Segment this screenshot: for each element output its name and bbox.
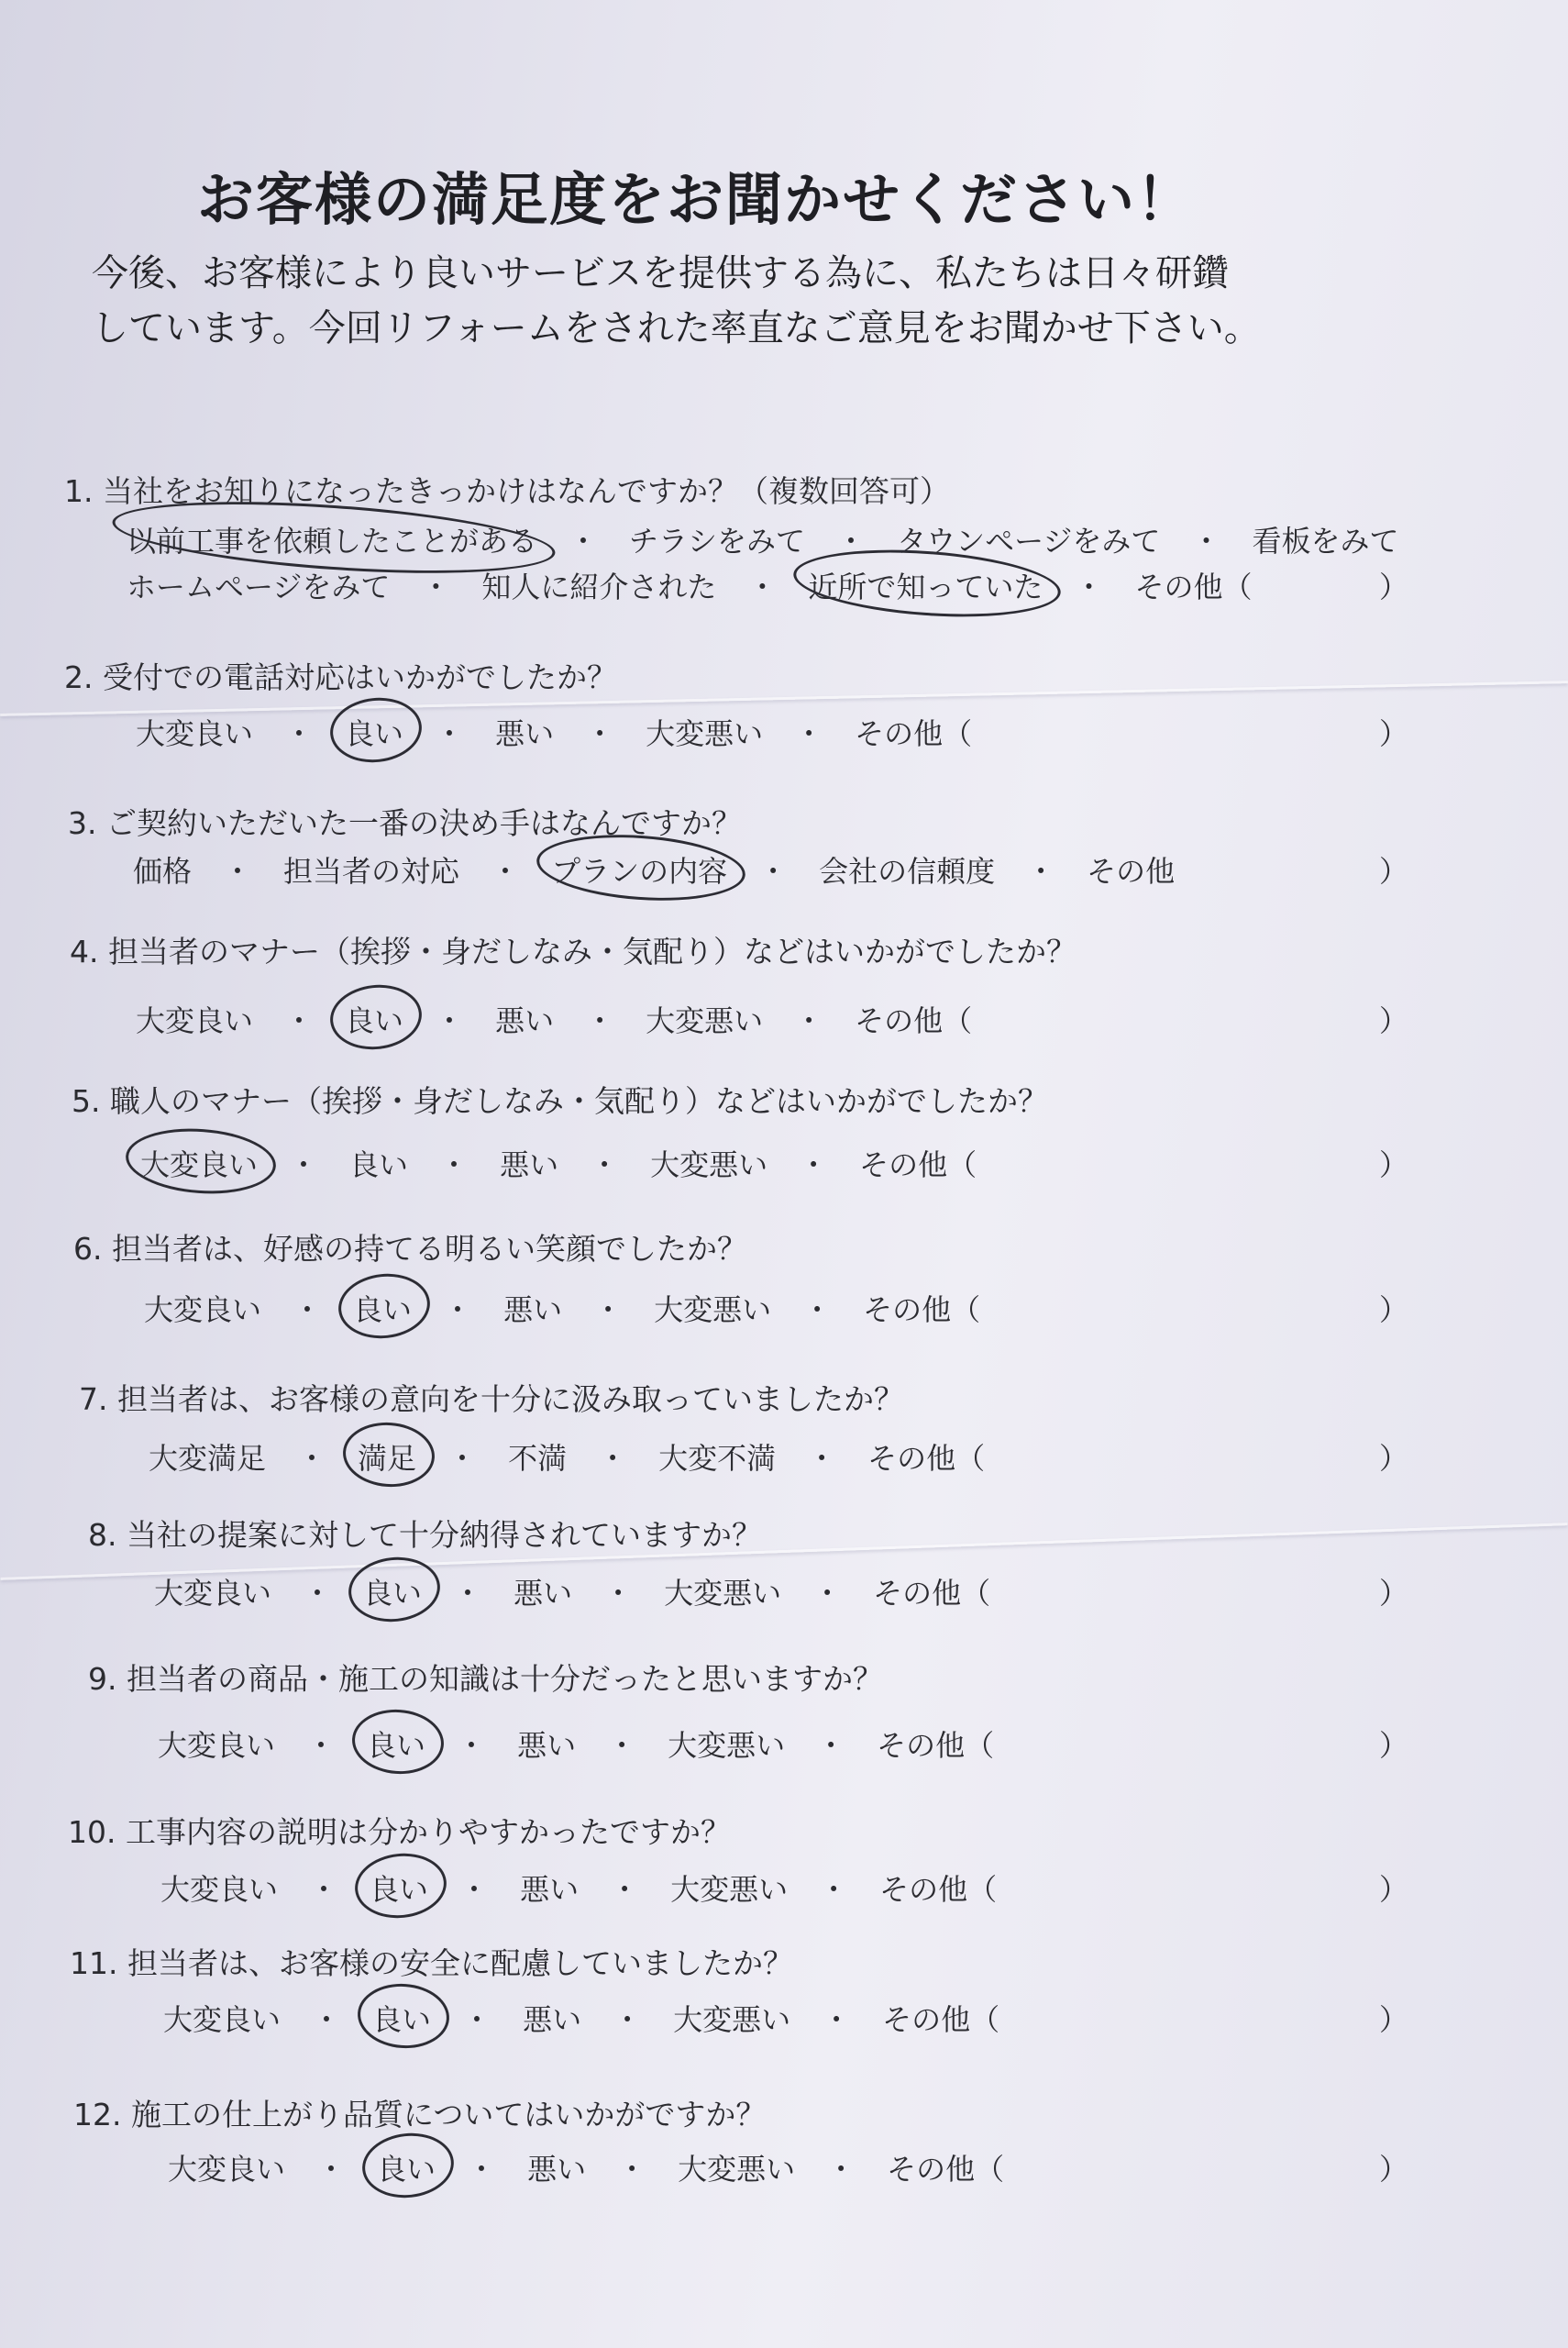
answer-option[interactable]: 大変悪い (646, 716, 764, 751)
question-text (70, 928, 1077, 971)
option-separator: ・ (1074, 570, 1104, 604)
options-row (127, 564, 1252, 606)
intro-line-2: しています。今回リフォームをされた率直なご意見をお聞かせ下さい。 (92, 307, 1261, 349)
question-label: 職人のマナー（挨拶・身だしなみ・気配り）などはいかがでしたか？ (109, 1083, 1048, 1119)
answer-option[interactable]: 大変悪い (664, 1576, 782, 1611)
answer-option[interactable]: ホームページをみて (127, 570, 391, 604)
answer-option[interactable]: 良い (353, 1287, 412, 1329)
option-separator: ・ (421, 570, 451, 604)
answer-option[interactable]: 以前工事を依頼したことがある (127, 518, 537, 560)
options-row (163, 1997, 999, 2039)
option-separator: ・ (569, 524, 599, 559)
other-close-paren: ） (1379, 1147, 1409, 1182)
handwritten-circle-mark (356, 1981, 452, 2052)
option-separator: ・ (309, 1872, 339, 1907)
options-row (133, 848, 1175, 891)
answer-option[interactable]: 大変良い (136, 1003, 254, 1038)
answer-option[interactable]: 大変悪い (670, 1872, 789, 1907)
option-separator: ・ (802, 1292, 833, 1327)
question-number: 11. (70, 1945, 127, 1981)
answer-option[interactable]: 悪い (503, 1292, 563, 1327)
option-separator: ・ (816, 1728, 846, 1763)
answer-option[interactable]: 大変悪い (650, 1147, 768, 1182)
intro-text (92, 246, 1449, 356)
answer-option[interactable]: その他（ (863, 1292, 981, 1327)
answer-option[interactable]: 良い (370, 1866, 428, 1909)
page-title: お客様の満足度をお聞かせください！ (197, 166, 1196, 233)
question-text (64, 654, 617, 697)
handwritten-circle-mark (352, 1849, 450, 1922)
option-separator: ・ (459, 1872, 490, 1907)
option-separator: ・ (293, 1292, 323, 1327)
answer-option[interactable]: 良い (372, 1997, 431, 2039)
answer-option[interactable]: 大変不満 (658, 1441, 777, 1476)
other-close-paren: ） (1379, 2002, 1409, 2037)
other-close-paren: ） (1379, 570, 1409, 604)
question-label: 当社の提案に対して十分納得されていますか？ (126, 1517, 762, 1553)
option-separator: ・ (447, 1441, 478, 1476)
other-close-paren: ） (1379, 716, 1409, 751)
option-separator: ・ (758, 854, 789, 889)
option-separator: ・ (491, 854, 521, 889)
answer-option[interactable]: 知人に紹介された (481, 570, 717, 604)
question-label: 受付での電話対応はいかがでしたか？ (102, 659, 617, 695)
answer-option[interactable]: 価格 (133, 854, 193, 889)
option-separator: ・ (439, 1147, 469, 1182)
answer-option[interactable]: 大変悪い (673, 2002, 791, 2037)
option-separator: ・ (593, 1292, 624, 1327)
answer-option[interactable]: その他 (1087, 854, 1176, 889)
answer-option[interactable]: 大変満足 (149, 1441, 267, 1476)
option-separator: ・ (819, 1872, 849, 1907)
answer-option[interactable]: 悪い (513, 1576, 573, 1611)
answer-option[interactable]: 担当者の対応 (283, 854, 460, 889)
question-number: 2. (64, 659, 103, 695)
answer-option[interactable]: 良い (349, 1147, 409, 1182)
answer-option[interactable]: 大変悪い (668, 1728, 786, 1763)
option-separator: ・ (435, 716, 465, 751)
option-separator: ・ (312, 2002, 342, 2037)
option-separator: ・ (284, 716, 315, 751)
options-row (168, 2146, 1004, 2188)
answer-option[interactable]: その他（ (887, 2152, 1005, 2187)
options-row (149, 1435, 985, 1478)
question-text (79, 1376, 904, 1419)
answer-option[interactable]: 良い (367, 1722, 425, 1765)
answer-option[interactable]: 悪い (495, 716, 555, 751)
answer-option[interactable]: 良い (345, 711, 403, 753)
answer-option[interactable]: 大変良い (140, 1142, 258, 1184)
option-separator: ・ (1026, 854, 1056, 889)
option-separator: ・ (603, 1576, 634, 1611)
option-separator: ・ (822, 2002, 852, 2037)
option-separator: ・ (306, 1728, 337, 1763)
option-separator: ・ (443, 1292, 473, 1327)
option-separator: ・ (457, 1728, 487, 1763)
question-text (64, 468, 950, 511)
question-text (72, 1078, 1048, 1121)
answer-option[interactable]: プランの内容 (551, 848, 727, 891)
option-separator: ・ (610, 1872, 640, 1907)
answer-option[interactable]: 会社の信頼度 (819, 854, 996, 889)
option-separator: ・ (617, 2152, 647, 2187)
answer-option[interactable]: 良い (377, 2146, 436, 2188)
options-row (140, 1142, 977, 1184)
question-text (70, 1940, 793, 1983)
answer-option[interactable]: 近所で知っていた (808, 564, 1043, 606)
option-separator: ・ (467, 2152, 497, 2187)
handwritten-circle-mark (327, 980, 425, 1054)
options-row (136, 998, 972, 1040)
answer-option[interactable]: 大変良い (168, 2152, 286, 2187)
options-row (154, 1570, 990, 1612)
question-label: ご契約いただいた一番の決め手はなんですか？ (105, 805, 742, 841)
answer-option[interactable]: 看板をみて (1252, 524, 1399, 559)
other-close-paren: ） (1379, 1576, 1409, 1611)
question-number: 3. (68, 805, 106, 841)
answer-option[interactable]: その他（ (882, 2002, 1000, 2037)
question-text (88, 1656, 883, 1699)
option-separator: ・ (826, 2152, 856, 2187)
answer-option[interactable]: その他（ (1134, 570, 1253, 604)
handwritten-circle-mark (341, 1420, 437, 1490)
other-close-paren: ） (1379, 1003, 1409, 1038)
other-close-paren: ） (1379, 2152, 1409, 2187)
answer-option[interactable]: 大変良い (136, 716, 254, 751)
question-number: 5. (72, 1083, 110, 1119)
answer-option[interactable]: 悪い (523, 2002, 582, 2037)
answer-option[interactable]: 満足 (358, 1435, 416, 1478)
intro-line-1: 今後、お客様により良いサービスを提供する為に、私たちは日々研鑽 (92, 252, 1229, 294)
answer-option[interactable]: 悪い (495, 1003, 555, 1038)
answer-option[interactable]: その他（ (855, 716, 973, 751)
option-separator: ・ (585, 1003, 615, 1038)
options-row (158, 1722, 994, 1765)
answer-option[interactable]: チラシをみて (629, 524, 806, 559)
question-text (88, 1512, 762, 1555)
option-separator: ・ (462, 2002, 492, 2037)
option-separator: ・ (598, 1441, 628, 1476)
question-label: 当社をお知りになったきっかけはなんですか？（複数回答可） (102, 473, 950, 509)
question-text (73, 2091, 766, 2134)
options-row (160, 1866, 997, 1909)
answer-option[interactable]: 大変良い (144, 1292, 262, 1327)
option-separator: ・ (607, 1728, 637, 1763)
answer-option[interactable]: その他（ (877, 1728, 995, 1763)
other-close-paren: ） (1379, 1441, 1409, 1476)
question-label: 担当者は、好感の持てる明るい笑顔でしたか？ (111, 1231, 747, 1267)
answer-option[interactable]: 大変良い (158, 1728, 276, 1763)
other-close-paren: ） (1379, 854, 1409, 889)
question-number: 7. (79, 1381, 117, 1417)
answer-option[interactable]: その他（ (855, 1003, 973, 1038)
answer-option[interactable]: 良い (345, 998, 403, 1040)
option-separator: ・ (585, 716, 615, 751)
option-separator: ・ (453, 1576, 483, 1611)
options-row (127, 518, 1398, 560)
answer-option[interactable]: 不満 (508, 1441, 568, 1476)
option-separator: ・ (303, 1576, 333, 1611)
option-separator: ・ (794, 716, 824, 751)
option-separator: ・ (747, 570, 778, 604)
question-number: 10. (68, 1814, 126, 1850)
other-close-paren: ） (1379, 1728, 1409, 1763)
answer-option[interactable]: その他（ (867, 1441, 986, 1476)
question-number: 8. (88, 1517, 127, 1553)
option-separator: ・ (435, 1003, 465, 1038)
other-close-paren: ） (1379, 1292, 1409, 1327)
question-label: 担当者は、お客様の安全に配慮していましたか？ (127, 1945, 793, 1981)
question-number: 4. (70, 934, 108, 969)
answer-option[interactable]: 悪い (527, 2152, 587, 2187)
answer-option[interactable]: 悪い (520, 1872, 580, 1907)
options-row (144, 1287, 980, 1329)
answer-option[interactable]: 大変悪い (654, 1292, 772, 1327)
question-text (68, 1809, 731, 1852)
question-text (68, 800, 742, 843)
other-close-paren: ） (1379, 1872, 1409, 1907)
question-text (73, 1225, 747, 1268)
option-separator: ・ (794, 1003, 824, 1038)
answer-option[interactable]: 悪い (517, 1728, 577, 1763)
question-number: 6. (73, 1231, 112, 1267)
question-label: 担当者のマナー（挨拶・身だしなみ・気配り）などはいかがでしたか？ (107, 934, 1077, 969)
option-separator: ・ (812, 1576, 843, 1611)
handwritten-circle-mark (350, 1707, 447, 1778)
option-separator: ・ (1191, 524, 1221, 559)
answer-option[interactable]: 良い (363, 1570, 422, 1612)
answer-option[interactable]: その他（ (879, 1872, 998, 1907)
option-separator: ・ (223, 854, 253, 889)
option-separator: ・ (289, 1147, 319, 1182)
answer-option[interactable]: 大変良い (154, 1576, 272, 1611)
question-number: 1. (64, 473, 103, 509)
answer-option[interactable]: 大変悪い (678, 2152, 796, 2187)
question-label: 工事内容の説明は分かりやすかったですか？ (125, 1814, 731, 1850)
answer-option[interactable]: 大変良い (160, 1872, 279, 1907)
option-separator: ・ (836, 524, 867, 559)
options-row (136, 711, 972, 753)
option-separator: ・ (807, 1441, 837, 1476)
option-separator: ・ (316, 2152, 347, 2187)
answer-option[interactable]: その他（ (859, 1147, 977, 1182)
answer-option[interactable]: 大変良い (163, 2002, 282, 2037)
handwritten-circle-mark (336, 1269, 434, 1343)
answer-option[interactable]: 悪い (500, 1147, 559, 1182)
question-label: 施工の仕上がり品質についてはいかがですか？ (130, 2097, 767, 2132)
answer-option[interactable]: 大変悪い (646, 1003, 764, 1038)
question-label: 担当者の商品・施工の知識は十分だったと思いますか？ (126, 1661, 883, 1697)
answer-option[interactable]: タウンページをみて (897, 524, 1161, 559)
option-separator: ・ (284, 1003, 315, 1038)
option-separator: ・ (613, 2002, 643, 2037)
option-separator: ・ (297, 1441, 327, 1476)
handwritten-circle-mark (359, 2129, 458, 2202)
option-separator: ・ (590, 1147, 620, 1182)
question-number: 9. (88, 1661, 127, 1697)
question-label: 担当者は、お客様の意向を十分に汲み取っていましたか？ (116, 1381, 904, 1417)
question-number: 12. (73, 2097, 131, 2132)
handwritten-circle-mark (124, 1124, 278, 1198)
answer-option[interactable]: その他（ (873, 1576, 991, 1611)
option-separator: ・ (799, 1147, 829, 1182)
